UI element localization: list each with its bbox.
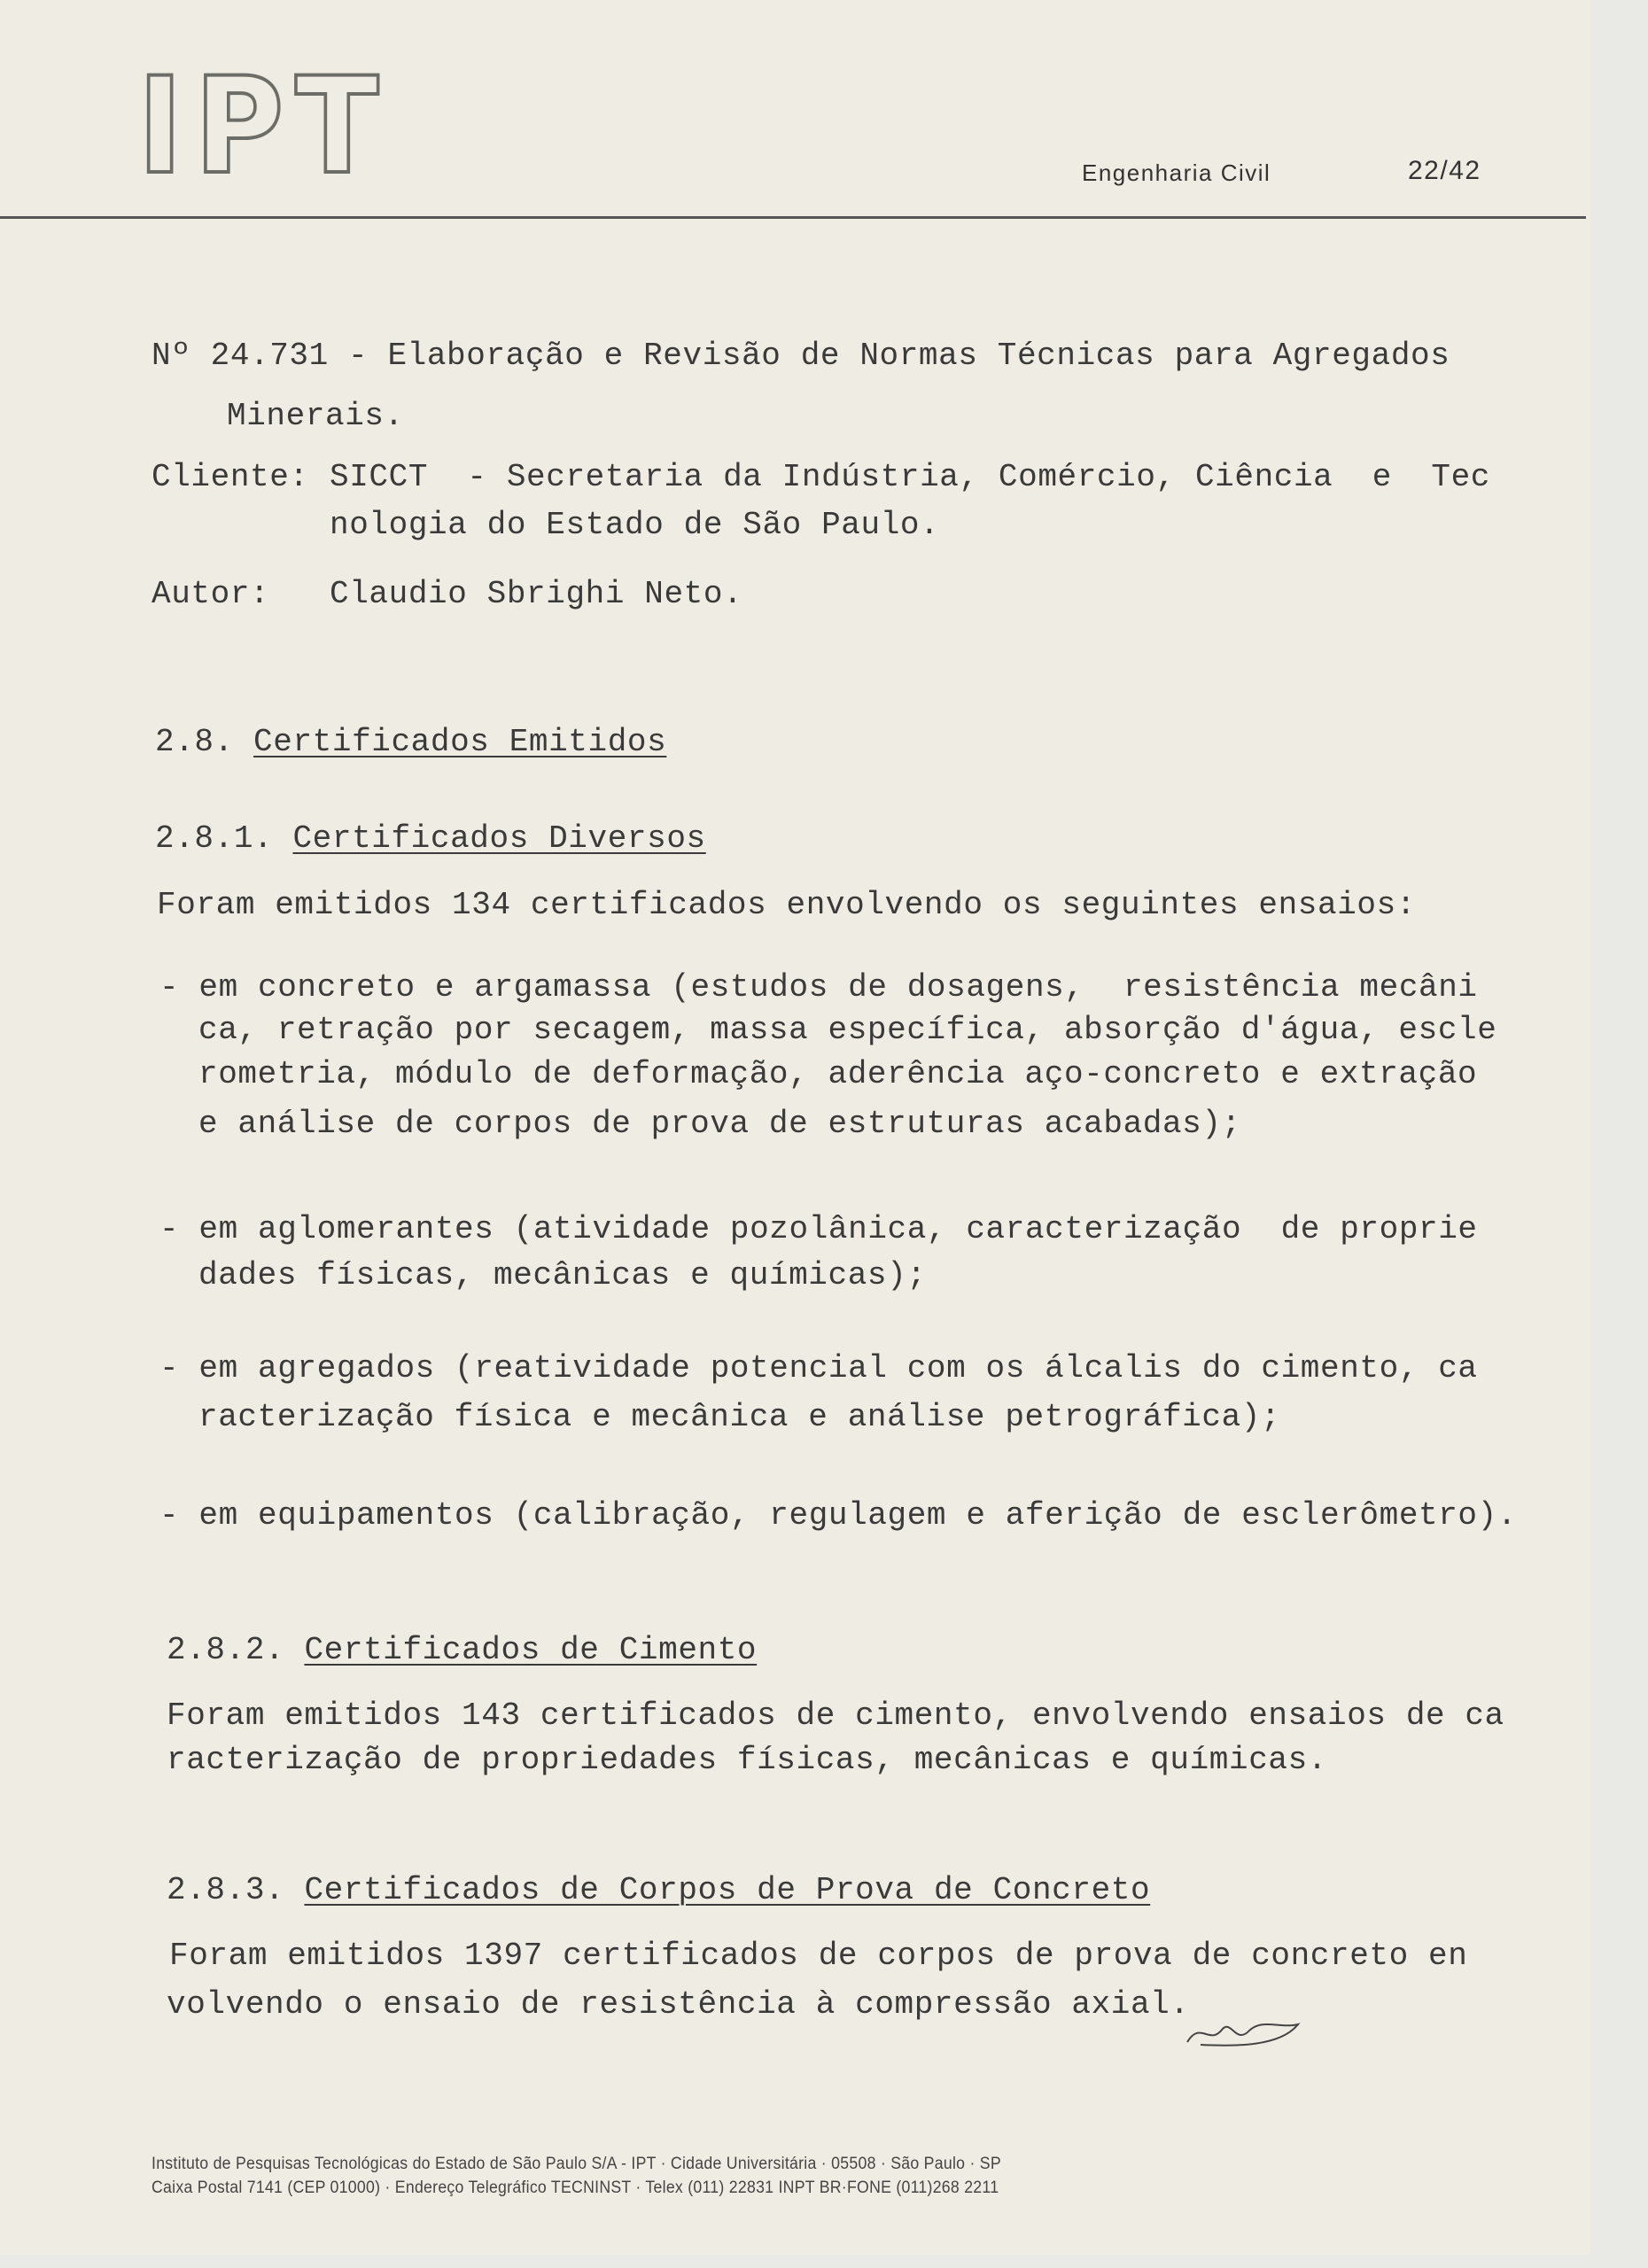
project-title: Nº 24.731 - Elaboração e Revisão de Normas Técnicas para Agregados (152, 338, 1450, 374)
list-item-line: dades físicas, mecânicas e químicas); (198, 1257, 927, 1293)
section-2-8-heading (155, 723, 666, 762)
project-title-cont: Minerais. (227, 398, 404, 434)
list-item-line: rometria, módulo de deformação, aderência aço-concreto e extração (198, 1056, 1478, 1092)
client-name-cont: nologia do Estado de São Paulo. (330, 507, 940, 543)
paragraph-line: Foram emitidos 143 certificados de cimento, envolvendo ensaios de ca (167, 1697, 1504, 1734)
section-number: 2.8.3. (167, 1872, 285, 1908)
paragraph-line: Foram emitidos 1397 certificados de corpos de prova de concreto en (169, 1938, 1468, 1974)
section-number: 2.8.1. (155, 820, 274, 857)
department-label: Engenharia Civil (1082, 159, 1271, 186)
footer-contact: Caixa Postal 7141 (CEP 01000) · Endereço Telegráfico TECNINST · Telex (011) 22831 INPT BR·FONE (011)268 2211 (152, 2179, 999, 2197)
list-item-line: - em concreto e argamassa (estudos de dosagens, resistência mecâni (159, 969, 1478, 1006)
client-name: SICCT - Secretaria da Indústria, Comércio, Ciência e Tec (330, 459, 1491, 495)
header-rule (0, 216, 1586, 219)
author-label: Autor: (152, 576, 270, 612)
section-2-8-3-heading (167, 1871, 1150, 1910)
list-item-line: e análise de corpos de prova de estruturas acabadas); (198, 1106, 1241, 1142)
section-title: Certificados Emitidos (253, 724, 667, 760)
section-title: Certificados de Cimento (304, 1632, 758, 1668)
page-number: 22/42 (1408, 156, 1481, 185)
client-label: Cliente: (152, 459, 309, 495)
section-2-8-1-heading (155, 819, 706, 858)
paragraph: Foram emitidos 134 certificados envolvendo os seguintes ensaios: (157, 887, 1417, 923)
author-name: Claudio Sbrighi Neto. (330, 576, 743, 612)
section-2-8-2-heading (167, 1631, 757, 1670)
footer-address: Instituto de Pesquisas Tecnológicas do Estado de São Paulo S/A - IPT · Cidade Universitária · 05508 · São Paulo · SP (152, 2155, 1001, 2173)
paragraph-line: racterização de propriedades físicas, mecânicas e químicas. (167, 1742, 1328, 1778)
list-item-line: - em equipamentos (calibração, regulagem e aferição de esclerômetro). (159, 1497, 1518, 1534)
list-item-line: - em agregados (reatividade potencial com os álcalis do cimento, ca (159, 1350, 1478, 1386)
section-title: Certificados Diversos (292, 820, 706, 857)
signature-initials (1183, 2011, 1307, 2055)
section-title: Certificados de Corpos de Prova de Concreto (304, 1872, 1151, 1908)
list-item-line: - em aglomerantes (atividade pozolânica, caracterização de proprie (159, 1211, 1478, 1247)
paragraph-line: volvendo o ensaio de resistência à compressão axial. (167, 1986, 1190, 2023)
ipt-logo: IPT (137, 50, 391, 204)
list-item-line: racterização física e mecânica e análise petrográfica); (198, 1399, 1281, 1435)
list-item-line: ca, retração por secagem, massa específica, absorção d'água, escle (198, 1012, 1497, 1048)
section-number: 2.8. (155, 724, 234, 760)
section-number: 2.8.2. (167, 1632, 285, 1668)
